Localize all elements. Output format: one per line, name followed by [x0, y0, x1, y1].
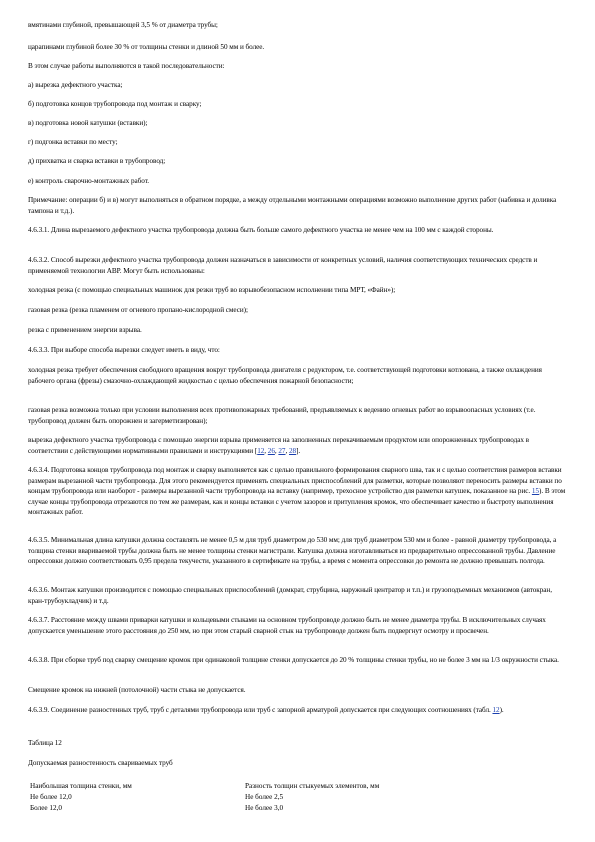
paragraph-text: 4.6.3.9. Соединение разностенных труб, труб с деталями трубопровода или труб с запорной арматурой допускается при следующих соотношениях (табл. [28, 706, 493, 714]
thickness-table [30, 782, 450, 815]
table-header-cell: Разность толщин стыкуемых элементов, мм [245, 782, 380, 790]
paragraph: 4.6.3.8. При сборке труб под сварку смещение кромок при одинаковой толщине стенки допускается до 20 % толщины стенки трубы, но не более 3 мм на 1/3 окружности стыка. [28, 656, 559, 664]
paragraph: 4.6.3.3. При выборе способа вырезки следует иметь в виду, что: [28, 346, 220, 354]
table-link[interactable]: 12 [492, 706, 500, 714]
paragraph-tail: ). В этом случае концы трубопровода отрезаются по тем же размерам, как и концы вставки с учетом зазоров и притупления кромок, что обеспечивает качество и быстроту выполнения монтажных работ. [28, 487, 566, 516]
paragraph: 4.6.3.7. Расстояние между швами приварки катушки и кольцевыми стыками на основном трубопроводе должно быть не менее диаметра трубы. В исключительных случаях допускается уменьшение этого расстояния до 250 мм, но при этом старый сварной стык на трубопроводе должен быть подвергнут осмотру и просвечен. [28, 616, 546, 635]
table-header-row [30, 782, 450, 793]
reference-link[interactable]: 12 [257, 446, 265, 455]
paragraph-tail: ]. [296, 446, 301, 455]
paragraph-text: 4.6.3.4. Подготовка концов трубопровода под монтаж и сварку выполняется как с целью правильного формирования сварного шва, так и с целью соответствия размеров вставки размерам вырезанной части трубопровода. Для этого рекомендуется применять специальных приспособлений для разметки, которые позволяют переносить размеры вставки по концам трубопровода или наоборот - размеры вырезанной части трубопровода на вставку (например, трехосное устройство для разметки катушек, показанное на рис. [28, 466, 562, 495]
figure-link[interactable]: 15 [531, 487, 539, 495]
table-title: Допускаемая разностенность свариваемых труб [28, 759, 173, 767]
paragraph: газовая резка (резка пламенем от огневого пропано-кислородной смеси); [28, 306, 248, 314]
paragraph: 4.6.3.6. Монтаж катушки производится с помощью специальных приспособлений (домкрат, струбцина, наружный центратор и т.п.) и грузоподъемных механизмов (автокран, кран-трубоукладчик) и т.д. [28, 586, 552, 605]
paragraph: резка с применением энергии взрыва. [28, 326, 142, 334]
paragraph: вмятинами глубиной, превышающей 3,5 % от диаметра трубы; [28, 21, 218, 29]
paragraph: Смещение кромок на нижней (потолочной) части стыка не допускается. [28, 686, 246, 694]
list-item: б) подготовка концов трубопровода под монтаж и сварку; [28, 100, 202, 108]
list-item: е) контроль сварочно-монтажных работ. [28, 177, 149, 185]
paragraph [28, 705, 568, 716]
paragraph-text: вырезка дефектного участка трубопровода с помощью энергии взрыва применяется на заполненных перекачиваемым продуктом или опорожненных трубопроводах в соответствии с действующими нормативными правилами и инструкциями [ [28, 436, 530, 455]
paragraph: газовая резка возможна только при условии выполнения всех противопожарных требований, предъявляемых к ведению огневых работ во взрывоопасных условиях (т.е. трубопровод должен быть опорожнен и загерметизирован); [28, 406, 536, 425]
reference-link[interactable]: 28 [288, 446, 297, 455]
table-cell: Более 12,0 [30, 804, 62, 812]
paragraph: холодная резка (с помощью специальных машинок для резки труб во взрывобезопасном исполнении типа МРТ, «Файн»); [28, 286, 396, 294]
paragraph: 4.6.3.1. Длина вырезаемого дефектного участка трубопровода должна быть больше самого дефектного участка не менее чем на 100 мм с каждой стороны. [28, 226, 494, 234]
reference-link[interactable]: 27 [278, 446, 286, 455]
paragraph: В этом случае работы выполняются в такой последовательности: [28, 62, 225, 70]
table-row [30, 804, 450, 815]
table-header-cell: Наибольшая толщина стенки, мм [30, 782, 132, 790]
list-item: в) подготовка новой катушки (вставки); [28, 119, 148, 127]
paragraph: вырезка дефектного участка трубопровода с помощью энергии взрыва применяется на заполненных перекачиваемым продуктом или опорожненных трубопроводах в соответствии с действующими нормативными правилами и инструкциями [12, 26, 27, 28]. [28, 436, 530, 455]
table-cell: Не более 2,5 [245, 793, 284, 801]
reference-link[interactable]: 26 [267, 446, 275, 455]
paragraph: 4.6.3.5. Минимальная длина катушки должна составлять не менее 0,5 м для труб диаметром до 530 мм; для труб диаметром 530 мм и более - равной диаметру трубопровода, а толщина стенки ввариваемой трубы должна быть не менее толщины стенки магистрали. Катушка должна изготавливаться из предварительно опрессованной трубы. Давление опрессовки должно соответствовать 0,95 предела текучести, указанного в сертификате на трубы, а время с момента опрессовки до ремонта не должно превышать полгода. [28, 536, 557, 565]
list-item: а) вырезка дефектного участка; [28, 81, 123, 89]
paragraph: 4.6.3.2. Способ вырезки дефектного участка трубопровода должен назначаться в зависимости от конкретных условий, наличия соответствующих технических средств и применяемой технологии АВР. Могут быть использованы: [28, 256, 538, 275]
paragraph: царапинами глубиной более 30 % от толщины стенки и длиной 50 мм и более. [28, 43, 265, 51]
table-row [30, 793, 450, 804]
table-caption: Таблица 12 [28, 739, 62, 747]
table-cell: Не более 12,0 [30, 793, 72, 801]
list-item: д) прихватка и сварка вставки в трубопровод; [28, 157, 166, 165]
paragraph-tail: ). [499, 706, 504, 714]
paragraph: холодная резка требует обеспечения свободного вращения вокруг трубопровода двигателя с редуктором, т.е. соответствующей подготовки котлована, а также охлаждения рабочего органа (фрезы) смазочно-охлаждающей жидкостью с целью обеспечения пожарной безопасности; [28, 366, 542, 385]
table-cell: Не более 3,0 [245, 804, 284, 812]
list-item: г) подгонка вставки по месту; [28, 138, 118, 146]
paragraph [28, 465, 568, 518]
note-paragraph: Примечание: операции б) и в) могут выполняться в обратном порядке, а между отдельными монтажными операциями возможно выполнение других работ (набивка и доливка тампона и т.д.). [28, 196, 557, 215]
